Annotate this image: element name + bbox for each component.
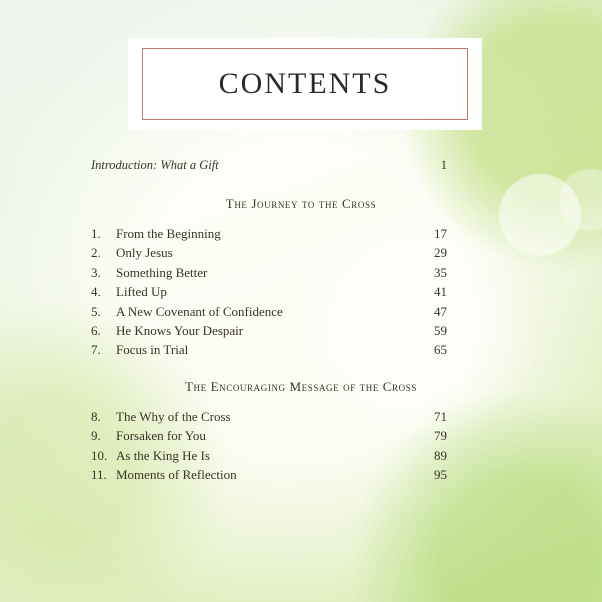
title-frame — [142, 48, 468, 120]
toc-list-journey — [91, 224, 447, 360]
entry-page-number: 35 — [434, 264, 447, 280]
introduction-page-number: 1 — [440, 158, 447, 172]
title-box — [128, 38, 482, 130]
toc-entry[interactable] — [91, 407, 447, 426]
entry-label: Only Jesus — [116, 245, 173, 261]
entry-label: From the Beginning — [116, 226, 221, 241]
toc-entry[interactable] — [91, 224, 447, 243]
entry-page-number: 79 — [434, 428, 447, 444]
toc-entry[interactable] — [91, 282, 447, 301]
toc-entry[interactable] — [91, 321, 447, 340]
entry-page-number: 47 — [434, 303, 447, 319]
entry-number: 1. — [91, 226, 101, 241]
entry-label: Focus in Trial — [116, 342, 189, 358]
entry-number: 5. — [91, 303, 101, 319]
entry-number: 2. — [91, 245, 101, 261]
entry-number: 4. — [91, 284, 101, 300]
entry-label: Something Better — [116, 264, 208, 280]
toc-entry[interactable] — [91, 263, 447, 282]
introduction-label: Introduction: What a Gift — [91, 158, 219, 172]
entry-label: The Why of the Cross — [116, 409, 231, 424]
entry-number: 8. — [91, 409, 101, 424]
entry-number: 11. — [91, 467, 107, 483]
entry-label: Lifted Up — [116, 284, 167, 300]
toc-list-encouraging — [91, 407, 447, 485]
toc-entry[interactable] — [91, 243, 447, 262]
entry-page-number: 29 — [434, 245, 447, 261]
entry-page-number: 95 — [434, 467, 447, 483]
entry-page-number: 59 — [434, 322, 447, 338]
toc-entry[interactable] — [91, 340, 447, 359]
entry-page-number: 71 — [434, 409, 447, 424]
entry-label: A New Covenant of Confidence — [116, 303, 283, 319]
entry-label: As the King He Is — [116, 447, 210, 463]
page-title: CONTENTS — [218, 67, 392, 100]
toc-entry[interactable] — [91, 446, 447, 465]
section-title-journey: The Journey to the Cross — [225, 196, 377, 211]
entry-number: 9. — [91, 428, 101, 444]
entry-label: Moments of Reflection — [116, 467, 237, 483]
entry-number: 10. — [91, 447, 108, 463]
entry-label: Forsaken for You — [116, 428, 206, 444]
entry-page-number: 65 — [434, 342, 447, 358]
toc-entry[interactable] — [91, 302, 447, 321]
entry-page-number: 41 — [434, 284, 447, 300]
entry-number: 7. — [91, 342, 101, 358]
entry-page-number: 89 — [434, 447, 447, 463]
toc-entry[interactable] — [91, 465, 447, 484]
entry-page-number: 17 — [434, 226, 447, 241]
toc-introduction[interactable] — [91, 158, 447, 176]
entry-label: He Knows Your Despair — [116, 322, 244, 338]
entry-number: 3. — [91, 264, 101, 280]
section-title-encouraging: The Encouraging Message of the Cross — [185, 379, 417, 394]
entry-number: 6. — [91, 322, 101, 338]
toc-entry[interactable] — [91, 426, 447, 445]
